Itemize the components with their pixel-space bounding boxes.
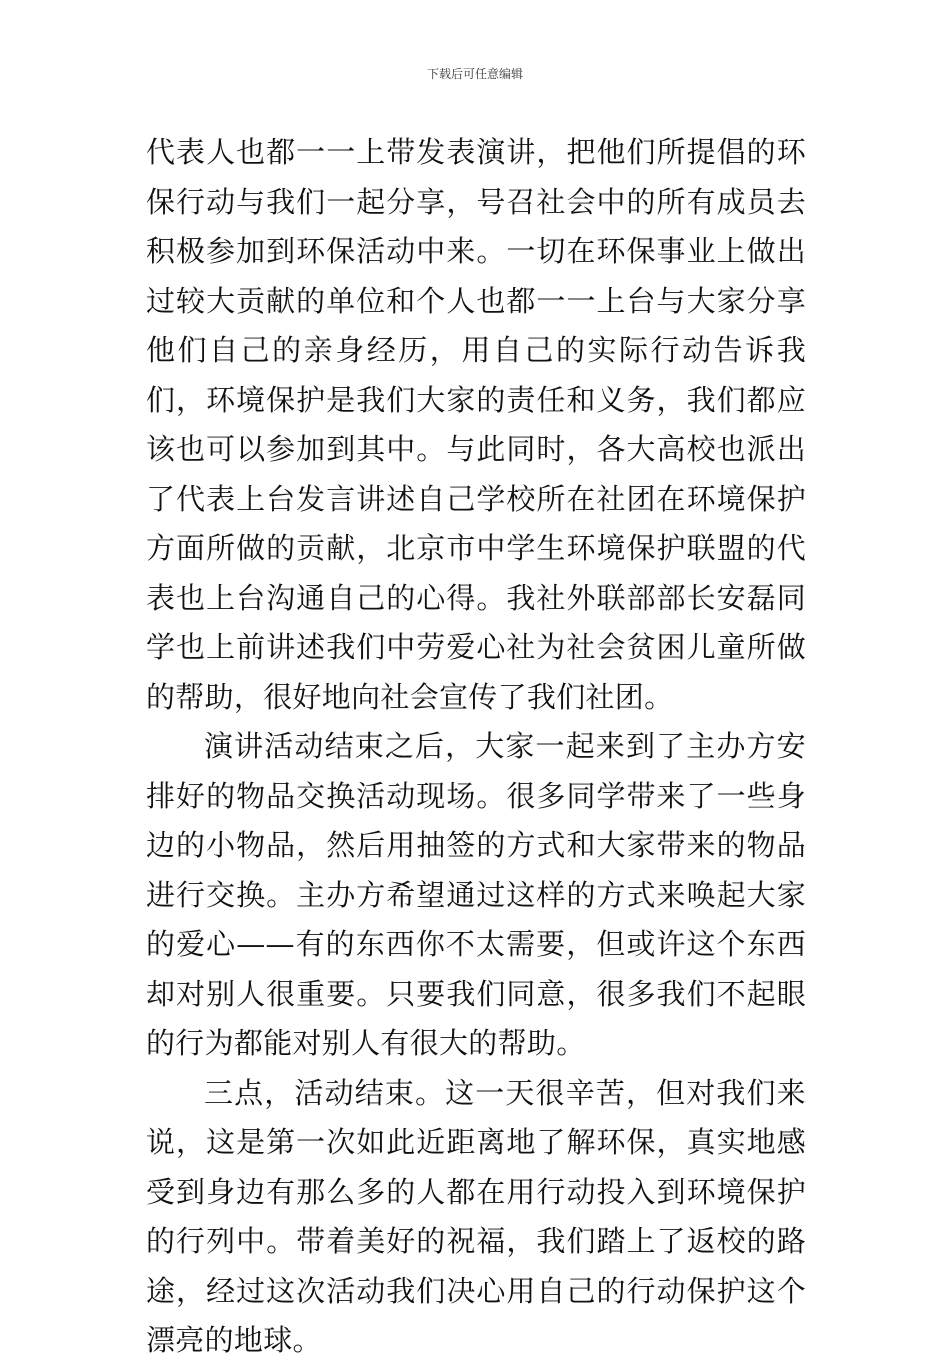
page-header: 下载后可任意编辑 — [426, 67, 523, 81]
document-body — [146, 128, 806, 1366]
paragraph-conclusion: 三点，活动结束。这一天很辛苦，但对我们来说，这是第一次如此近距离地了解环保，真实地感受到身边有那么多的人都在用行动投入到环境保护的行列中。带着美好的祝福，我们踏上了返校的路途，经过这次活动我们决心用自己的行动保护这个漂亮的地球。 — [146, 1075, 806, 1357]
paragraph-item-exchange: 演讲活动结束之后，大家一起来到了主办方安排好的物品交换活动现场。很多同学带来了一些身边的小物品，然后用抽签的方式和大家带来的物品进行交换。主办方希望通过这样的方式来唤起大家的爱心——有的东西你不太需要，但或许这个东西却对别人很重要。只要我们同意，很多我们不起眼的行为都能对别人有很大的帮助。 — [146, 729, 806, 1060]
paragraph-speeches: 代表人也都一一上带发表演讲，把他们所提倡的环保行动与我们一起分享，号召社会中的所有成员去积极参加到环保活动中来。一切在环保事业上做出过较大贡献的单位和个人也都一一上台与大家分享他们自己的亲身经历，用自己的实际行动告诉我们，环境保护是我们大家的责任和义务，我们都应该也可以参加到其中。与此同时，各大高校也派出了代表上台发言讲述自己学校所在社团在环境保护方面所做的贡献，北京市中学生环境保护联盟的代表也上台沟通自己的心得。我社外联部部长安磊同学也上前讲述我们中劳爱心社为社会贫困儿童所做的帮助，很好地向社会宣传了我们社团。 — [146, 135, 806, 714]
